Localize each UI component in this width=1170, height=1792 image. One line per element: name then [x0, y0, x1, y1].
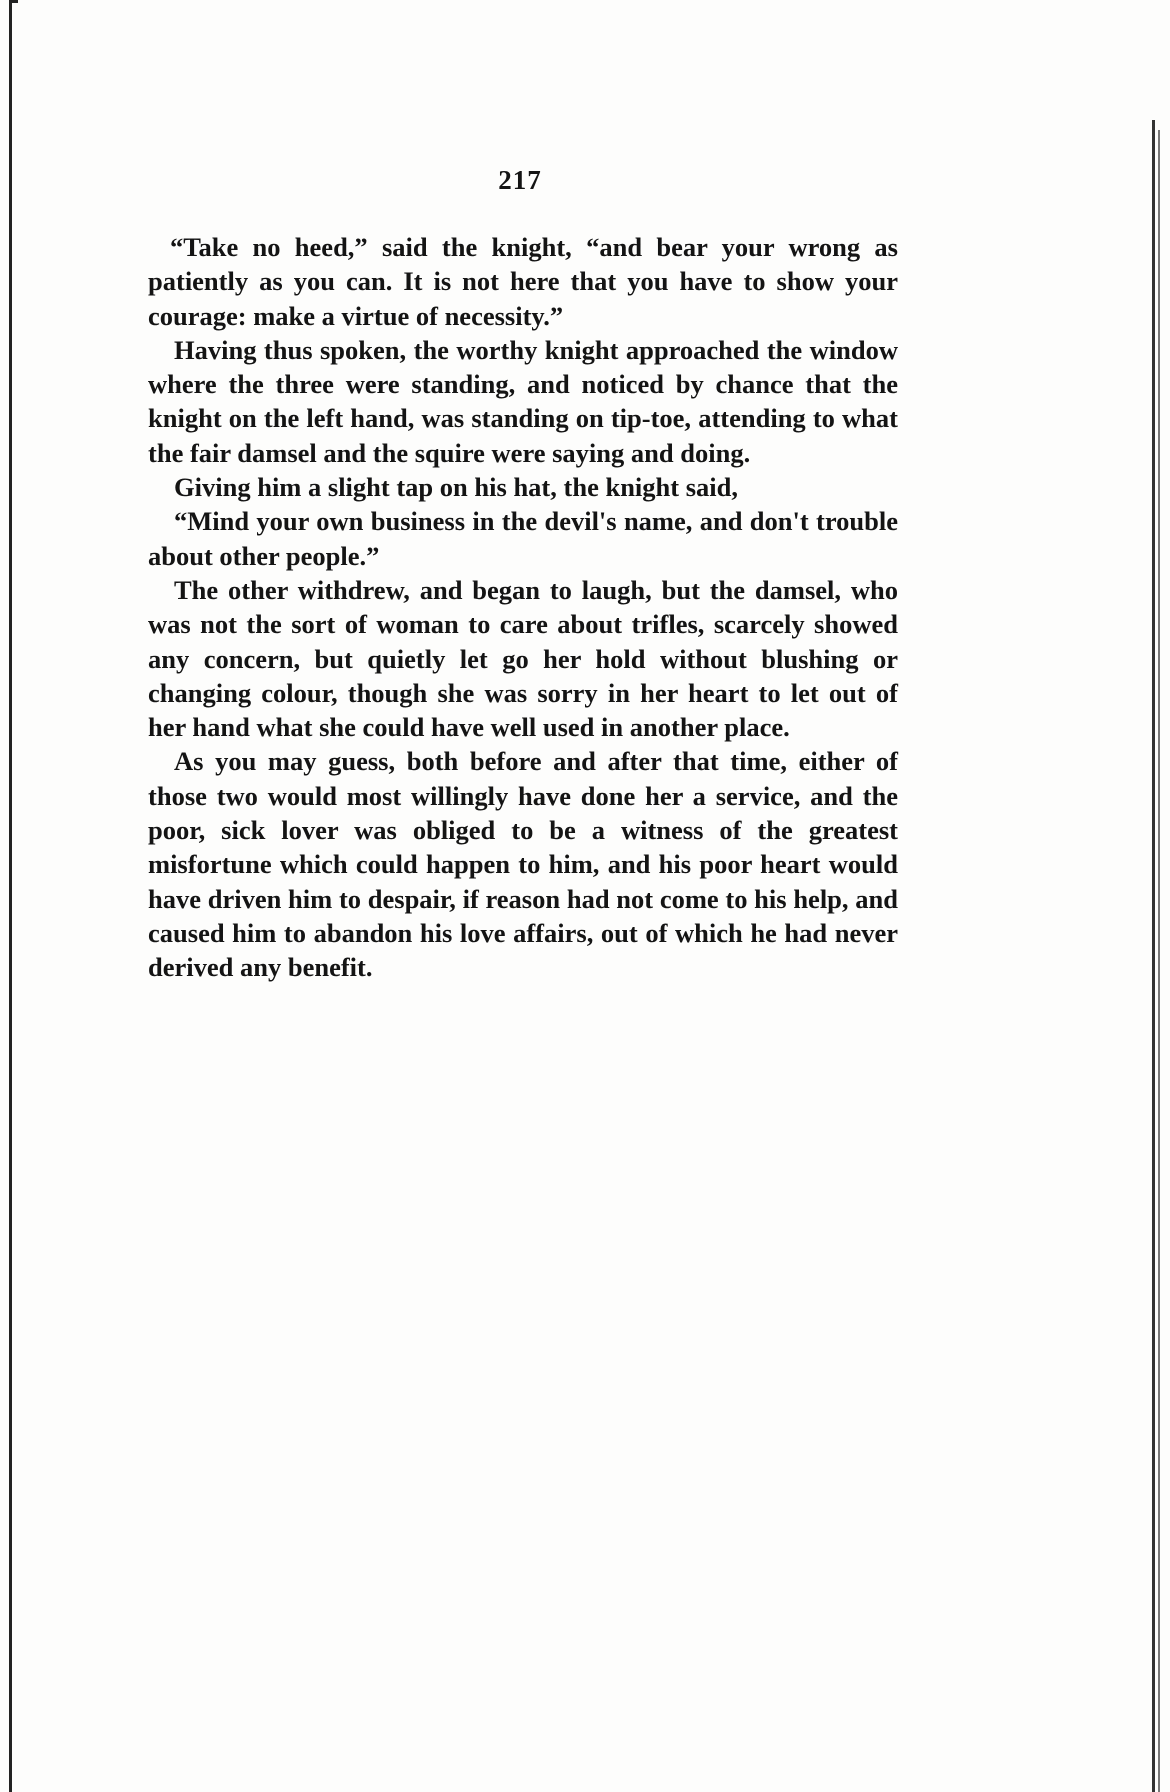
paragraph: Having thus spoken, the worthy knight approached the window where the three were standing, and noticed by chance that the knight on the left hand, was standing on tip-toe, attending to what the fair damsel and the squire were saying and doing.: [148, 334, 898, 468]
paragraph: “Take no heed,” said the knight, “and bear your wrong as patiently as you can. It is not here that you have to show your courage: make a virtue of necessity.”: [148, 232, 898, 331]
page-number: 217: [498, 165, 542, 195]
scan-edge-right: [1152, 120, 1155, 1792]
paragraph: As you may guess, both before and after that time, either of those two would most willingly have done her a service, and the poor, sick lover was obliged to be a witness of the greatest misfortune which could happen to him, and his poor heart would have driven him to despair, if reason had not come to his help, and caused him to abandon his love affairs, out of which he had never derived any benefit.: [148, 746, 898, 983]
paragraph: The other withdrew, and began to laugh, but the damsel, who was not the sort of woman to care about trifles, scarcely showed any concern, but quietly let go her hold without blushing or changing colour, though she was sorry in her heart to let out of her hand what she could have well used in another place.: [148, 574, 898, 743]
scan-edge-mark: [9, 0, 18, 3]
paragraph: Giving him a slight tap on his hat, the knight said,: [174, 472, 739, 503]
scan-edge-left: [9, 0, 12, 1792]
scan-edge-right-shadow: [1158, 130, 1160, 1792]
paragraph: “Mind your own business in the devil's name, and don't trouble about other people.”: [148, 506, 898, 571]
body-text: [148, 230, 898, 985]
